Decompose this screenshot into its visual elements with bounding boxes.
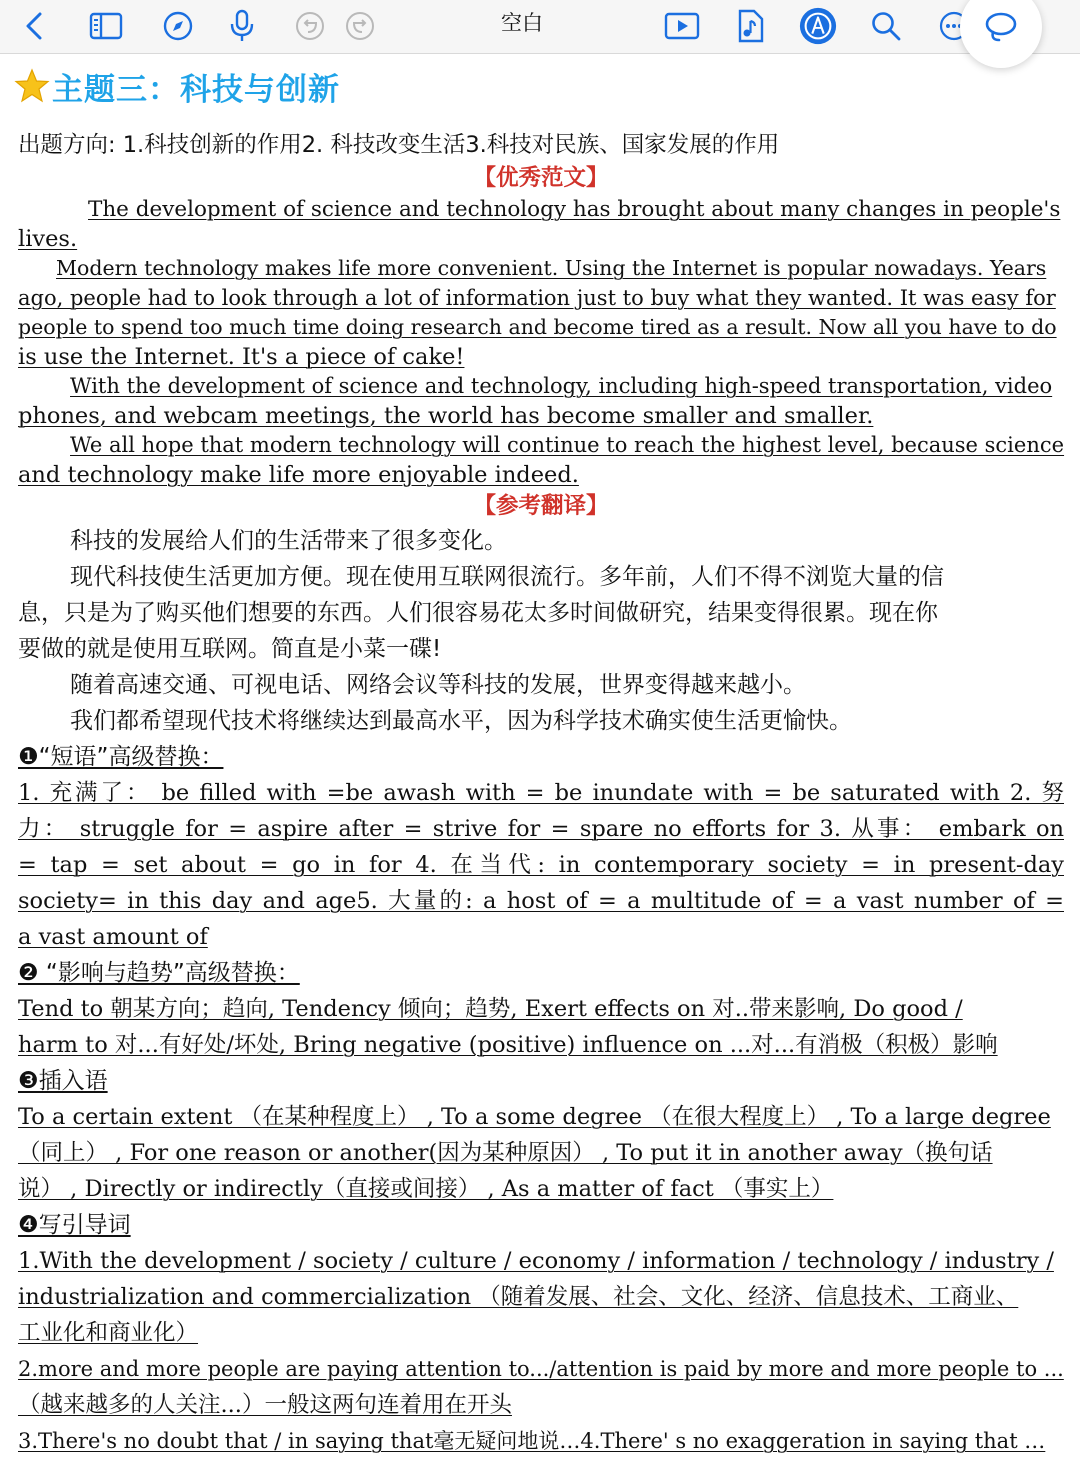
audio-file-icon[interactable] — [730, 6, 770, 46]
essay-line: We all hope that modern technology will continue to reach the highest level, because science — [70, 433, 1065, 457]
model-essay — [18, 195, 1064, 490]
phrase-replacement-title: ❶“短语”高级替换： — [18, 744, 224, 770]
topic-title: 主题三：科技与创新 — [52, 72, 340, 108]
translation-line: 现代科技使生活更加方便。现在使用互联网很流行。多年前，人们不得不浏览大量的信 — [70, 564, 944, 590]
essay-line: ago, people had to look through a lot of information just to buy what they wanted. It was easy for — [18, 285, 1056, 310]
influence-trend-title: ❷ “影响与趋势”高级替换： — [18, 960, 300, 986]
phrase-line: （同上） , For one reason or another(因为某种原因） , To put it in another away（换句话 — [18, 1140, 993, 1166]
phrase-line: 说） , Directly or indirectly（直接或间接） , As a matter of fact （事实上） — [18, 1176, 834, 1202]
sidebar-icon[interactable] — [86, 6, 126, 46]
phrase-line: （越来越多的人关注...）一般这两句连着用在开头 — [18, 1392, 512, 1418]
back-icon[interactable] — [14, 6, 54, 46]
phrase-line: a vast amount of — [18, 924, 208, 950]
essay-line: Modern technology makes life more convenient. Using the Internet is popular nowadays. Years — [56, 256, 1047, 280]
document-title: 空白 — [501, 11, 543, 35]
topic-heading — [18, 60, 1064, 112]
document-page — [18, 56, 1064, 1459]
phrase-line: society= in this day and age5. 大量的: a host of = a multitude of = a vast number of = — [18, 888, 1064, 914]
translation-line: 我们都希望现代技术将继续达到最高水平，因为科学技术确实使生活更愉快。 — [70, 708, 852, 734]
parenthesis-title: ❸插入语 — [18, 1068, 108, 1094]
essay-line: and technology make life more enjoyable indeed. — [18, 461, 579, 488]
model-essay-title: 【优秀范文】 — [473, 165, 609, 191]
phrase-line: industrialization and commercialization （随着发展、社会、文化、经济、信息技术、工商业、 — [18, 1284, 1019, 1310]
phrase-line: = tap = set about = go in for 4. 在当代: in contemporary society = in present-day — [18, 852, 1064, 878]
phrase-line: 2.more and more people are paying attention to.../attention is paid by more and more people to ... — [18, 1357, 1064, 1381]
search-icon[interactable] — [866, 6, 906, 46]
phrase-replacement-list — [18, 775, 1064, 955]
translation-line: 息，只是为了购买他们想要的东西。人们很容易花太多时间做研究，结果变得很累。现在你 — [18, 600, 938, 626]
translation-line: 要做的就是使用互联网。简直是小菜一碟! — [18, 636, 442, 662]
phrase-line: To a certain extent （在某种程度上） , To a some degree （在很大程度上） , To a large degree — [18, 1104, 1051, 1130]
phrase-line: Tend to 朝某方向；趋向, Tendency 倾向；趋势, Exert effects on 对..带来影响, Do good / — [18, 996, 963, 1022]
phrase-line: 1.With the development / society / culture / economy / information / technology / industry / — [18, 1248, 1054, 1274]
phrase-line: 工业化和商业化） — [18, 1320, 199, 1346]
influence-trend-list — [18, 991, 1064, 1063]
translation-line: 随着高速交通、可视电话、网络会议等科技的发展，世界变得越来越小。 — [70, 672, 806, 698]
translation-title: 【参考翻译】 — [473, 493, 609, 519]
toolbar — [0, 0, 1080, 54]
compass-icon[interactable] — [158, 6, 198, 46]
phrase-line: 力： struggle for = aspire after = strive for = spare no efforts for 3. 从事： embark on — [18, 816, 1064, 842]
undo-icon[interactable] — [290, 6, 330, 46]
redo-icon[interactable] — [340, 6, 380, 46]
star-icon — [14, 68, 50, 108]
play-icon[interactable] — [662, 6, 702, 46]
question-direction: 出题方向: 1.科技创新的作用2. 科技改变生活3.科技对民族、国家发展的作用 — [18, 132, 780, 158]
essay-line: is use the Internet. It's a piece of cake! — [18, 343, 465, 370]
essay-line: lives. — [18, 225, 78, 252]
introductory-words-list — [18, 1243, 1064, 1459]
pen-icon[interactable] — [798, 6, 838, 46]
essay-line: people to spend too much time doing research and become tired as a result. Now all you have to do — [18, 315, 1057, 339]
essay-line: phones, and webcam meetings, the world has become smaller and smaller. — [18, 402, 874, 429]
translation — [18, 523, 1064, 739]
phrase-line: 1. 充满了： be filled with =be awash with = be inundate with = be saturated with 2. 努 — [18, 780, 1064, 806]
microphone-icon[interactable] — [222, 6, 262, 46]
translation-line: 科技的发展给人们的生活带来了很多变化。 — [70, 528, 507, 554]
essay-line: With the development of science and technology, including high-speed transportation, video — [70, 374, 1053, 398]
essay-line: The development of science and technology has brought about many changes in people's — [88, 197, 1061, 222]
introductory-words-title: ❹写引导词 — [18, 1212, 131, 1238]
phrase-line: harm to 对...有好处/坏处, Bring negative (positive) influence on ...对...有消极（积极）影响 — [18, 1032, 998, 1058]
parenthesis-list — [18, 1099, 1064, 1207]
phrase-line: 3.There's no doubt that / in saying that毫无疑问地说…4.There' s no exaggeration in saying that … — [18, 1429, 1046, 1453]
